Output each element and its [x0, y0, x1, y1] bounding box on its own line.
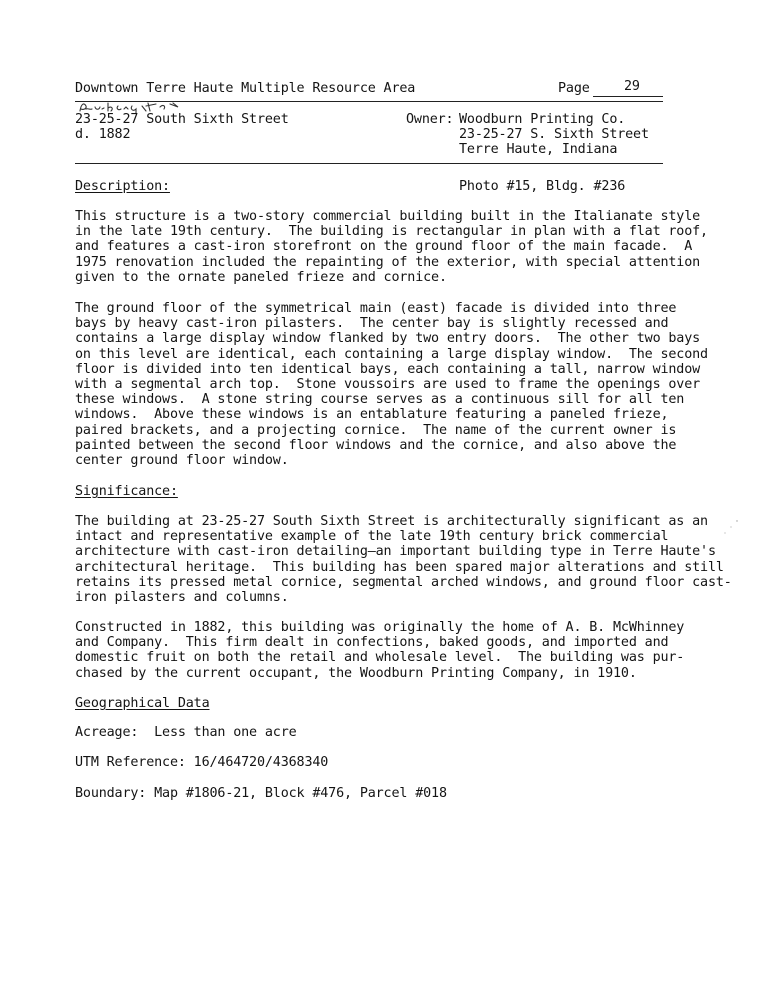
text-line: and Company. This firm dealt in confections, baked goods, and imported and — [75, 635, 669, 651]
owner-name: Woodburn Printing Co. — [459, 112, 626, 127]
text-line: contains a large display window flanked by two entry doors. The other two bays — [75, 331, 701, 347]
text-line: retains its pressed metal cornice, segmental arched windows, and ground floor cast- — [75, 574, 732, 590]
text-line: iron pilasters and columns. — [75, 590, 289, 606]
building-date: d. 1882 — [75, 127, 131, 142]
significance-paragraph-2 — [75, 620, 715, 681]
document-title: Downtown Terre Haute Multiple Resource Area — [75, 81, 416, 96]
text-line: painted between the second floor windows and the cornice, and also above the — [75, 437, 677, 453]
text-line: windows. Above these windows is an entablature featuring a paneled frieze, — [75, 407, 669, 423]
text-line: This structure is a two-story commercial building built in the Italianate style — [75, 209, 701, 224]
owner-city: Terre Haute, Indiana — [459, 142, 618, 157]
text-line: these windows. A stone string course serves as a continuous sill for all ten — [75, 392, 685, 408]
text-line: given to the ornate paneled frieze and cornice. — [75, 269, 447, 285]
text-line: floor is divided into ten identical bays, each containing a tall, narrow window — [75, 361, 701, 377]
text-line: paired brackets, and a projecting cornice. The name of the current owner is — [75, 422, 677, 438]
text-line: intact and representative example of the late 19th century brick commercial — [75, 529, 669, 545]
text-line: architecture with cast-iron detailing—an important building type in Terre Haute's — [75, 544, 716, 560]
scan-specks — [717, 515, 747, 545]
significance-paragraph-1 — [75, 514, 732, 606]
boundary: Boundary: Map #1806-21, Block #476, Parcel #018 — [75, 786, 447, 801]
handwritten-note — [78, 99, 188, 113]
photo-reference: Photo #15, Bldg. #236 — [459, 179, 626, 194]
description-paragraph-2 — [75, 301, 715, 468]
text-line: 1975 renovation included the repainting of the exterior, with special attention — [75, 254, 701, 270]
text-line: center ground floor window. — [75, 453, 289, 469]
text-line: domestic fruit on both the retail and wholesale level. The building was pur- — [75, 650, 685, 666]
page-label: Page — [558, 81, 590, 96]
description-heading: Description: — [75, 179, 170, 194]
acreage: Acreage: Less than one acre — [75, 725, 297, 740]
owner-address: 23-25-27 S. Sixth Street — [459, 127, 649, 142]
text-line: The ground floor of the symmetrical main (east) facade is divided into three — [75, 301, 677, 316]
utm-reference: UTM Reference: 16/464720/4368340 — [75, 755, 329, 770]
text-line: architectural heritage. This building has been spared major alterations and still — [75, 559, 724, 575]
text-line: bays by heavy cast-iron pilasters. The center bay is slightly recessed and — [75, 316, 669, 332]
owner-rule — [75, 163, 663, 164]
owner-label: Owner: — [406, 112, 454, 127]
text-line: on this level are identical, each containing a large display window. The second — [75, 346, 708, 362]
text-line: with a segmental arch top. Stone voussoirs are used to frame the openings over — [75, 377, 701, 393]
description-paragraph-1 — [75, 209, 715, 285]
significance-heading: Significance: — [75, 484, 178, 499]
geographical-heading: Geographical Data — [75, 696, 210, 711]
page-number-underline — [593, 96, 663, 97]
text-line: chased by the current occupant, the Woodburn Printing Company, in 1910. — [75, 665, 637, 681]
text-line: in the late 19th century. The building is rectangular in plan with a flat roof, — [75, 224, 708, 240]
text-line: and features a cast-iron storefront on the ground floor of the main facade. A — [75, 239, 693, 255]
building-address: 23-25-27 South Sixth Street — [75, 112, 289, 127]
page-number: 29 — [624, 79, 640, 94]
text-line: The building at 23-25-27 South Sixth Street is architecturally significant as an — [75, 514, 708, 529]
text-line: Constructed in 1882, this building was originally the home of A. B. McWhinney — [75, 620, 685, 635]
